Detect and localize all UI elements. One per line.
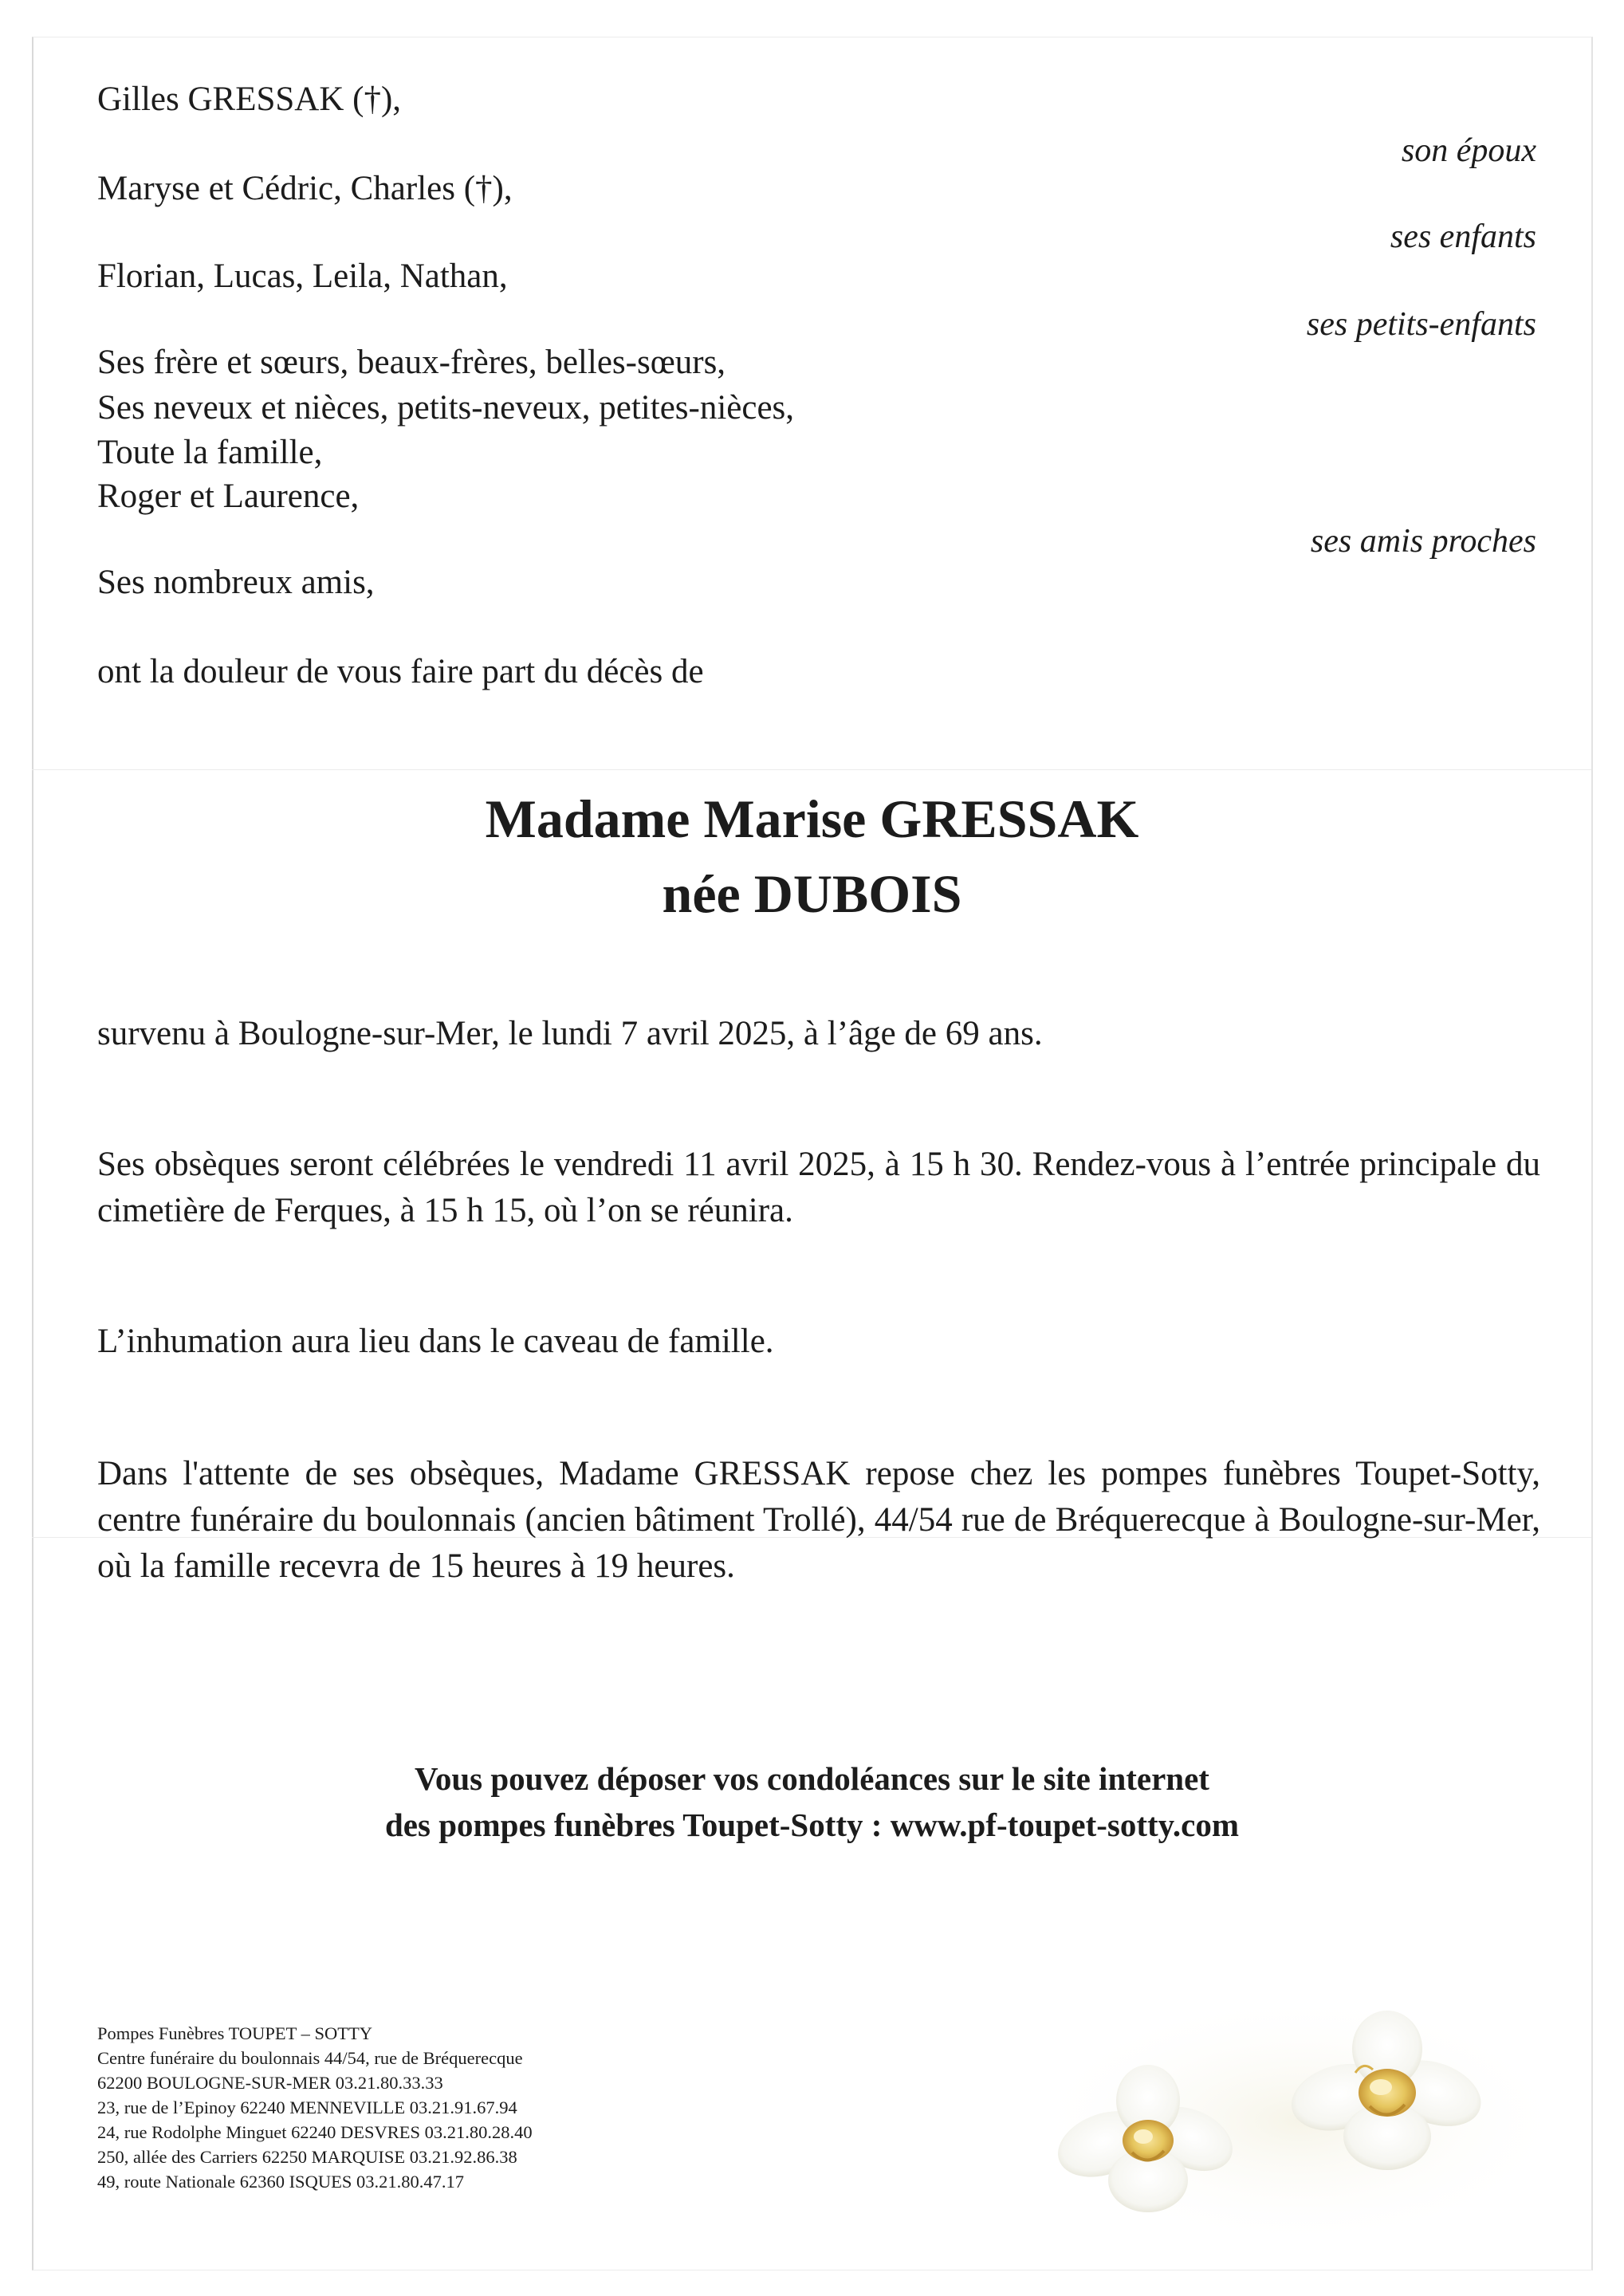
condolences-line: Vous pouvez déposer vos condoléances sur le site internet — [415, 1760, 1209, 1797]
footer-address-line: 62200 BOULOGNE-SUR-MER 03.21.80.33.33 — [97, 2073, 443, 2093]
viewing-details: Dans l'attente de ses obsèques, Madame GRESSAK repose chez les pompes funèbres Toupet-Sotty, centre funéraire du boulonnais (ancien bâtiment Trollé), 44/54 rue de Bréquerecque à Boulogne-sur-Mer, où la famille recevra de 15 heures à 19 heures. — [97, 1455, 1540, 1585]
spouse-relation: son époux — [1401, 132, 1536, 169]
footer-address-line: Centre funéraire du boulonnais 44/54, rue de Bréquerecque — [97, 2048, 523, 2068]
extended-family-line: Toute la famille, — [97, 434, 323, 471]
spouse-names: Gilles GRESSAK (†), — [97, 81, 402, 118]
footer-address-line: 250, allée des Carriers 62250 MARQUISE 03.21.92.86.38 — [97, 2147, 517, 2167]
death-details: survenu à Boulogne-sur-Mer, le lundi 7 avril 2025, à l’âge de 69 ans. — [97, 1015, 1043, 1052]
burial-details: L’inhumation aura lieu dans le caveau de famille. — [97, 1323, 774, 1360]
friends-relation: ses amis proches — [1310, 523, 1536, 560]
footer-address-line: 23, rue de l’Epinoy 62240 MENNEVILLE 03.21.91.67.94 — [97, 2097, 517, 2117]
children-relation: ses enfants — [1390, 218, 1536, 255]
extended-family-line: Ses neveux et nièces, petits-neveux, petites-nièces, — [97, 389, 795, 427]
friends-names: Ses nombreux amis, — [97, 564, 375, 601]
footer-address-line: 24, rue Rodolphe Minguet 62240 DESVRES 03.21.80.28.40 — [97, 2122, 533, 2142]
footer-address-line: 49, route Nationale 62360 ISQUES 03.21.80.47.17 — [97, 2172, 464, 2192]
footer-company-name: Pompes Funèbres TOUPET – SOTTY — [97, 2023, 373, 2043]
orchid-flowers-image — [1028, 1985, 1571, 2240]
announcement-text: ont la douleur de vous faire part du décès de — [97, 653, 704, 690]
grandchildren-relation: ses petits-enfants — [1306, 306, 1536, 343]
extended-family-line: Ses frère et sœurs, beaux-frères, belles-sœurs, — [97, 344, 726, 381]
grandchildren-names: Florian, Lucas, Leila, Nathan, — [97, 258, 508, 295]
deceased-name: Madame Marise GRESSAK — [485, 788, 1139, 849]
extended-family-line: Roger et Laurence, — [97, 478, 360, 515]
deceased-maiden-name: née DUBOIS — [662, 863, 962, 924]
funeral-details: Ses obsèques seront célébrées le vendredi 11 avril 2025, à 15 h 30. Rendez-vous à l’entrée principale du cimetière de Ferques, à 15 h 15, où l’on se réunira. — [97, 1146, 1540, 1229]
condolences-website-line: des pompes funèbres Toupet-Sotty : www.pf-toupet-sotty.com — [385, 1807, 1239, 1843]
fold-line-upper — [32, 769, 1591, 770]
children-names: Maryse et Cédric, Charles (†), — [97, 170, 513, 207]
